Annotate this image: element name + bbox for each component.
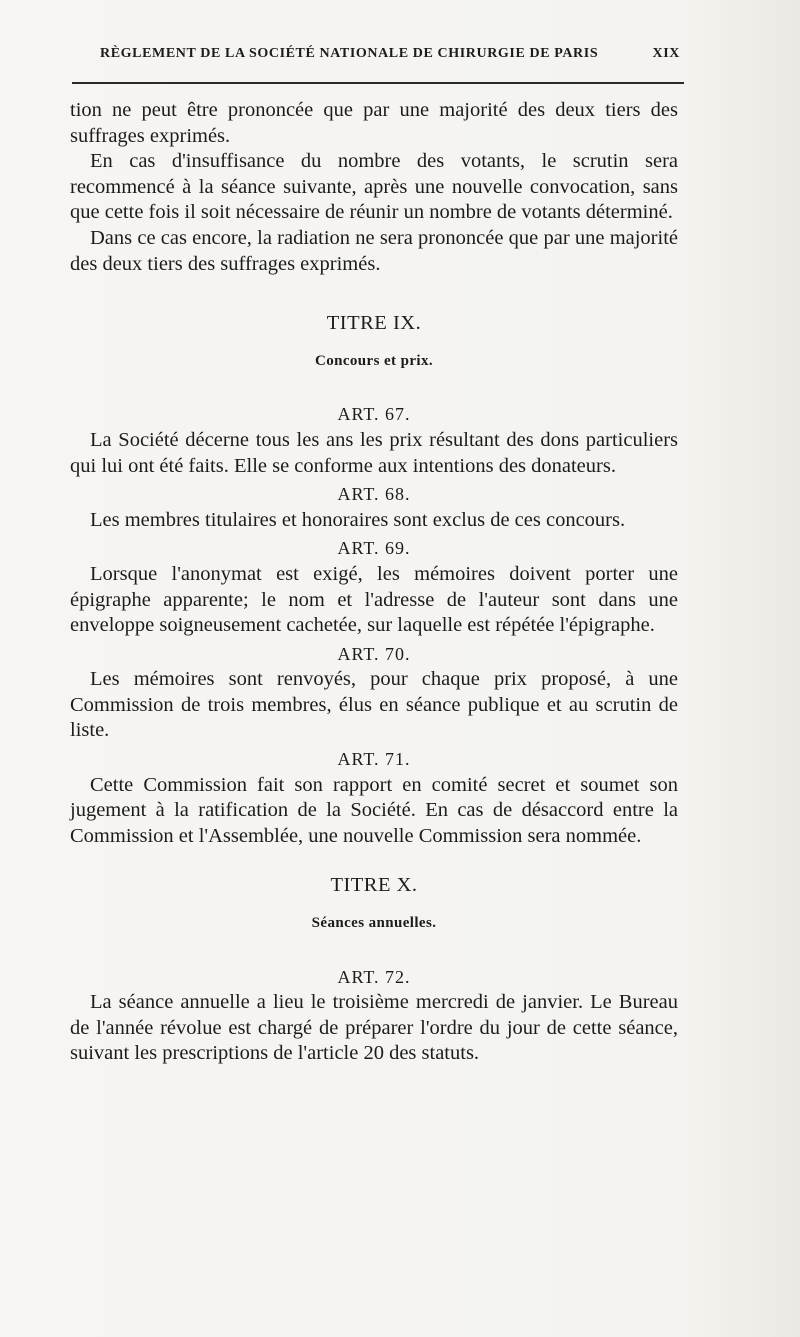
- titre-ix-heading: TITRE IX.: [326, 312, 422, 335]
- paragraph: En cas d'insuffisance du nombre des votants, le scrutin sera recommencé à la séance suivante, après une nouvelle convocation, sans que cette fois il soit nécessaire de réunir un nombre de votants déterminé.: [70, 150, 678, 224]
- article-text: Les mémoires sont renvoyés, pour chaque prix proposé, à une Commission de trois membres, élus en séance publique et au scrutin de liste.: [70, 668, 678, 742]
- running-head: [100, 46, 680, 62]
- titre-x-heading: TITRE X.: [330, 874, 418, 897]
- article-text: La séance annuelle a lieu le troisième mercredi de janvier. Le Bureau de l'année révolue est chargé de préparer l'ordre du jour de cette séance, suivant les prescriptions de l'article 20 des statuts.: [70, 991, 678, 1065]
- paragraph-continuation: tion ne peut être prononcée que par une majorité des deux tiers des suffrages exprimés.: [70, 99, 678, 147]
- article-heading: ART. 71.: [337, 749, 411, 770]
- article-heading: ART. 72.: [337, 966, 411, 987]
- article-text: Les membres titulaires et honoraires sont exclus de ces concours.: [90, 508, 626, 531]
- page-number: XIX: [652, 46, 680, 61]
- running-head-title: RÈGLEMENT DE LA SOCIÉTÉ NATIONALE DE CHIRURGIE DE PARIS: [100, 46, 599, 61]
- article-heading: ART. 69.: [337, 538, 411, 559]
- titre-x-subtitle: Séances annuelles.: [311, 915, 437, 932]
- article-heading: ART. 70.: [337, 643, 411, 664]
- article-text: La Société décerne tous les ans les prix résultant des dons particuliers qui lui ont été faits. Elle se conforme aux intentions des donateurs.: [70, 428, 678, 477]
- header-rule: [72, 82, 684, 84]
- page-body: [70, 98, 678, 1067]
- article-heading: ART. 67.: [337, 404, 411, 425]
- article-heading: ART. 68.: [337, 484, 411, 505]
- paragraph: Dans ce cas encore, la radiation ne sera prononcée que par une majorité des deux tiers des suffrages exprimés.: [70, 226, 678, 275]
- titre-ix-subtitle: Concours et prix.: [314, 352, 434, 369]
- article-text: Cette Commission fait son rapport en comité secret et soumet son jugement à la ratification de la Société. En cas de désaccord entre la Commission et l'Assemblée, une nouvelle Commission sera nommée.: [70, 773, 678, 847]
- article-text: Lorsque l'anonymat est exigé, les mémoires doivent porter une épigraphe apparente; le nom et l'adresse de l'auteur sont dans une enveloppe soigneusement cachetée, sur laquelle est répétée l'épigraphe.: [70, 562, 678, 637]
